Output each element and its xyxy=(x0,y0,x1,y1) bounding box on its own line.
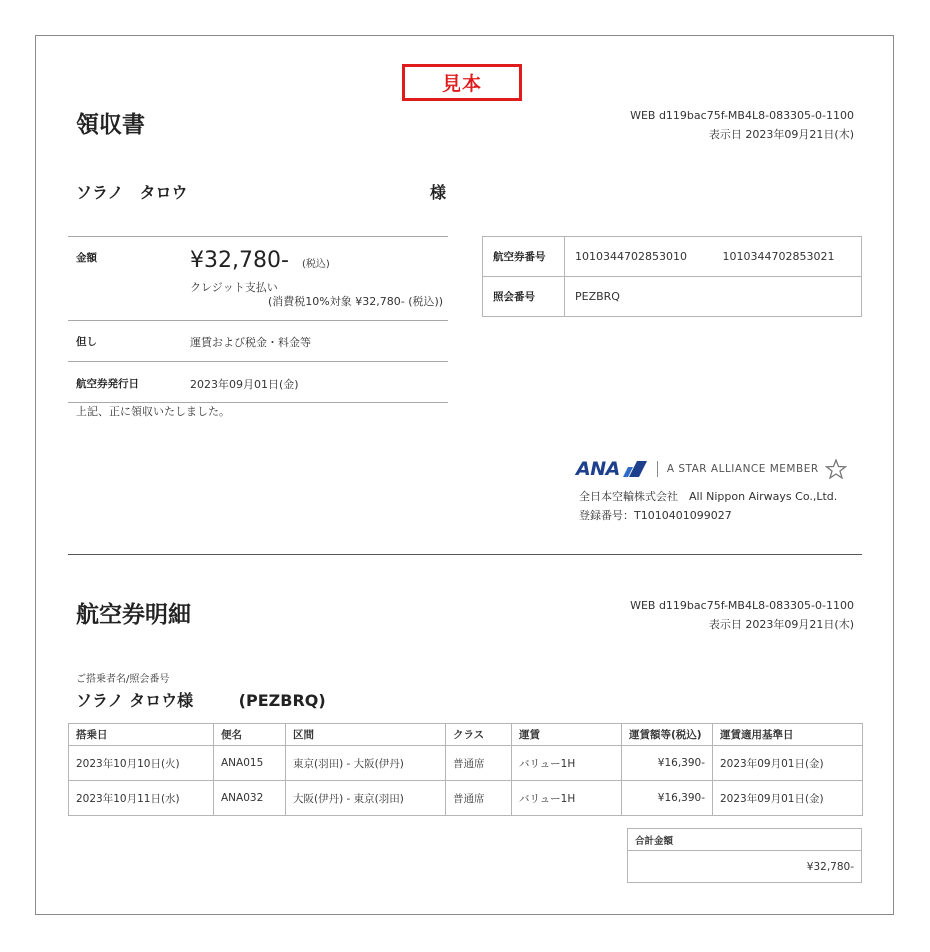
divider xyxy=(68,361,448,362)
purpose-value: 運賃および税金・料金等 xyxy=(190,336,311,349)
divider xyxy=(68,236,448,237)
passenger-caption: ご搭乗者名/照会番号 xyxy=(76,674,170,685)
star-alliance-text: A STAR ALLIANCE MEMBER xyxy=(666,463,819,475)
boarding-date: 2023年10月11日(水) xyxy=(69,781,214,816)
column-header: 運賃 xyxy=(512,724,622,746)
ana-logo: ANA xyxy=(576,458,620,480)
fare-type: バリュー1H xyxy=(512,746,622,781)
ticket-number-values xyxy=(565,237,862,277)
seat-class: 普通席 xyxy=(446,746,512,781)
details-title: 航空券明細 xyxy=(76,602,191,628)
total-label: 合計金額 xyxy=(628,829,862,851)
column-header: 便名 xyxy=(214,724,286,746)
column-header: 運賃適用基準日 xyxy=(713,724,863,746)
flight-number: ANA032 xyxy=(214,781,286,816)
seat-class: 普通席 xyxy=(446,781,512,816)
amount-value: ¥32,780- xyxy=(190,248,289,273)
passenger-line xyxy=(76,688,326,711)
column-header: 区間 xyxy=(286,724,446,746)
receipt-meta xyxy=(630,106,854,144)
section-divider xyxy=(68,554,862,555)
fare-base-date: 2023年09月01日(金) xyxy=(713,746,863,781)
fare-amount: ¥16,390- xyxy=(622,781,713,816)
ticket-number: 1010344702853021 xyxy=(722,250,835,263)
issuer-info xyxy=(579,487,837,525)
total-value-row xyxy=(628,851,862,883)
route: 大阪(伊丹) - 東京(羽田) xyxy=(286,781,446,816)
details-display-date: 表示日 2023年09月21日(木) xyxy=(708,618,854,631)
boarding-date: 2023年10月10日(火) xyxy=(69,746,214,781)
purpose-label: 但し xyxy=(76,336,97,348)
issuer-logo-row xyxy=(576,458,847,480)
passenger-reference: (PEZBRQ) xyxy=(238,691,326,710)
tax-breakdown: (消費税10%対象 ¥32,780- (税込)) xyxy=(268,295,444,308)
amount-tax-note: (税込) xyxy=(302,259,330,270)
amount-label: 金額 xyxy=(76,252,97,264)
total-table xyxy=(627,828,862,883)
fare-amount: ¥16,390- xyxy=(622,746,713,781)
receipt-title: 領収書 xyxy=(76,112,145,138)
receipt-document xyxy=(35,35,894,915)
issue-date-label: 航空券発行日 xyxy=(76,378,139,390)
table-row xyxy=(69,746,863,781)
recipient-name: ソラノ タロウ xyxy=(76,183,188,202)
route: 東京(羽田) - 大阪(伊丹) xyxy=(286,746,446,781)
closing-text: 上記、正に領収いたしました。 xyxy=(76,405,230,418)
payment-method: クレジット支払い xyxy=(190,281,278,294)
reference-label: 照会番号 xyxy=(483,277,565,317)
star-alliance-icon xyxy=(825,459,847,479)
details-meta xyxy=(630,596,854,634)
total-value: ¥32,780- xyxy=(628,851,862,883)
passenger-name: ソラノ タロウ様 xyxy=(76,691,194,710)
ticket-number: 1010344702853010 xyxy=(575,250,687,263)
table-row xyxy=(69,781,863,816)
logo-separator xyxy=(657,461,658,477)
ana-logo-mark-icon xyxy=(621,460,647,478)
reference-row xyxy=(483,277,862,317)
fare-type: バリュー1H xyxy=(512,781,622,816)
ticket-table xyxy=(482,236,862,317)
issue-date-value: 2023年09月01日(金) xyxy=(190,378,299,391)
receipt-web-id: WEB d119bac75f-MB4L8-083305-0-1100 xyxy=(630,109,854,122)
ticket-number-row xyxy=(483,237,862,277)
flight-number: ANA015 xyxy=(214,746,286,781)
fare-base-date: 2023年09月01日(金) xyxy=(713,781,863,816)
receipt-display-date: 表示日 2023年09月21日(木) xyxy=(708,128,854,141)
ticket-number-label: 航空券番号 xyxy=(483,237,565,277)
flight-details-table xyxy=(68,723,863,816)
company-name: 全日本空輸株式会社 All Nippon Airways Co.,Ltd. xyxy=(579,490,838,503)
details-web-id: WEB d119bac75f-MB4L8-083305-0-1100 xyxy=(630,599,854,612)
recipient-honorific: 様 xyxy=(430,183,447,202)
column-header: クラス xyxy=(446,724,512,746)
registration-number: 登録番号：T1010401099027 xyxy=(579,509,732,522)
table-header-row xyxy=(69,724,863,746)
sample-stamp: 見本 xyxy=(402,64,522,101)
column-header: 搭乗日 xyxy=(69,724,214,746)
amount-block xyxy=(190,248,330,273)
reference-value: PEZBRQ xyxy=(565,277,862,317)
divider xyxy=(68,320,448,321)
total-label-row xyxy=(628,829,862,851)
column-header: 運賃額等(税込) xyxy=(622,724,713,746)
